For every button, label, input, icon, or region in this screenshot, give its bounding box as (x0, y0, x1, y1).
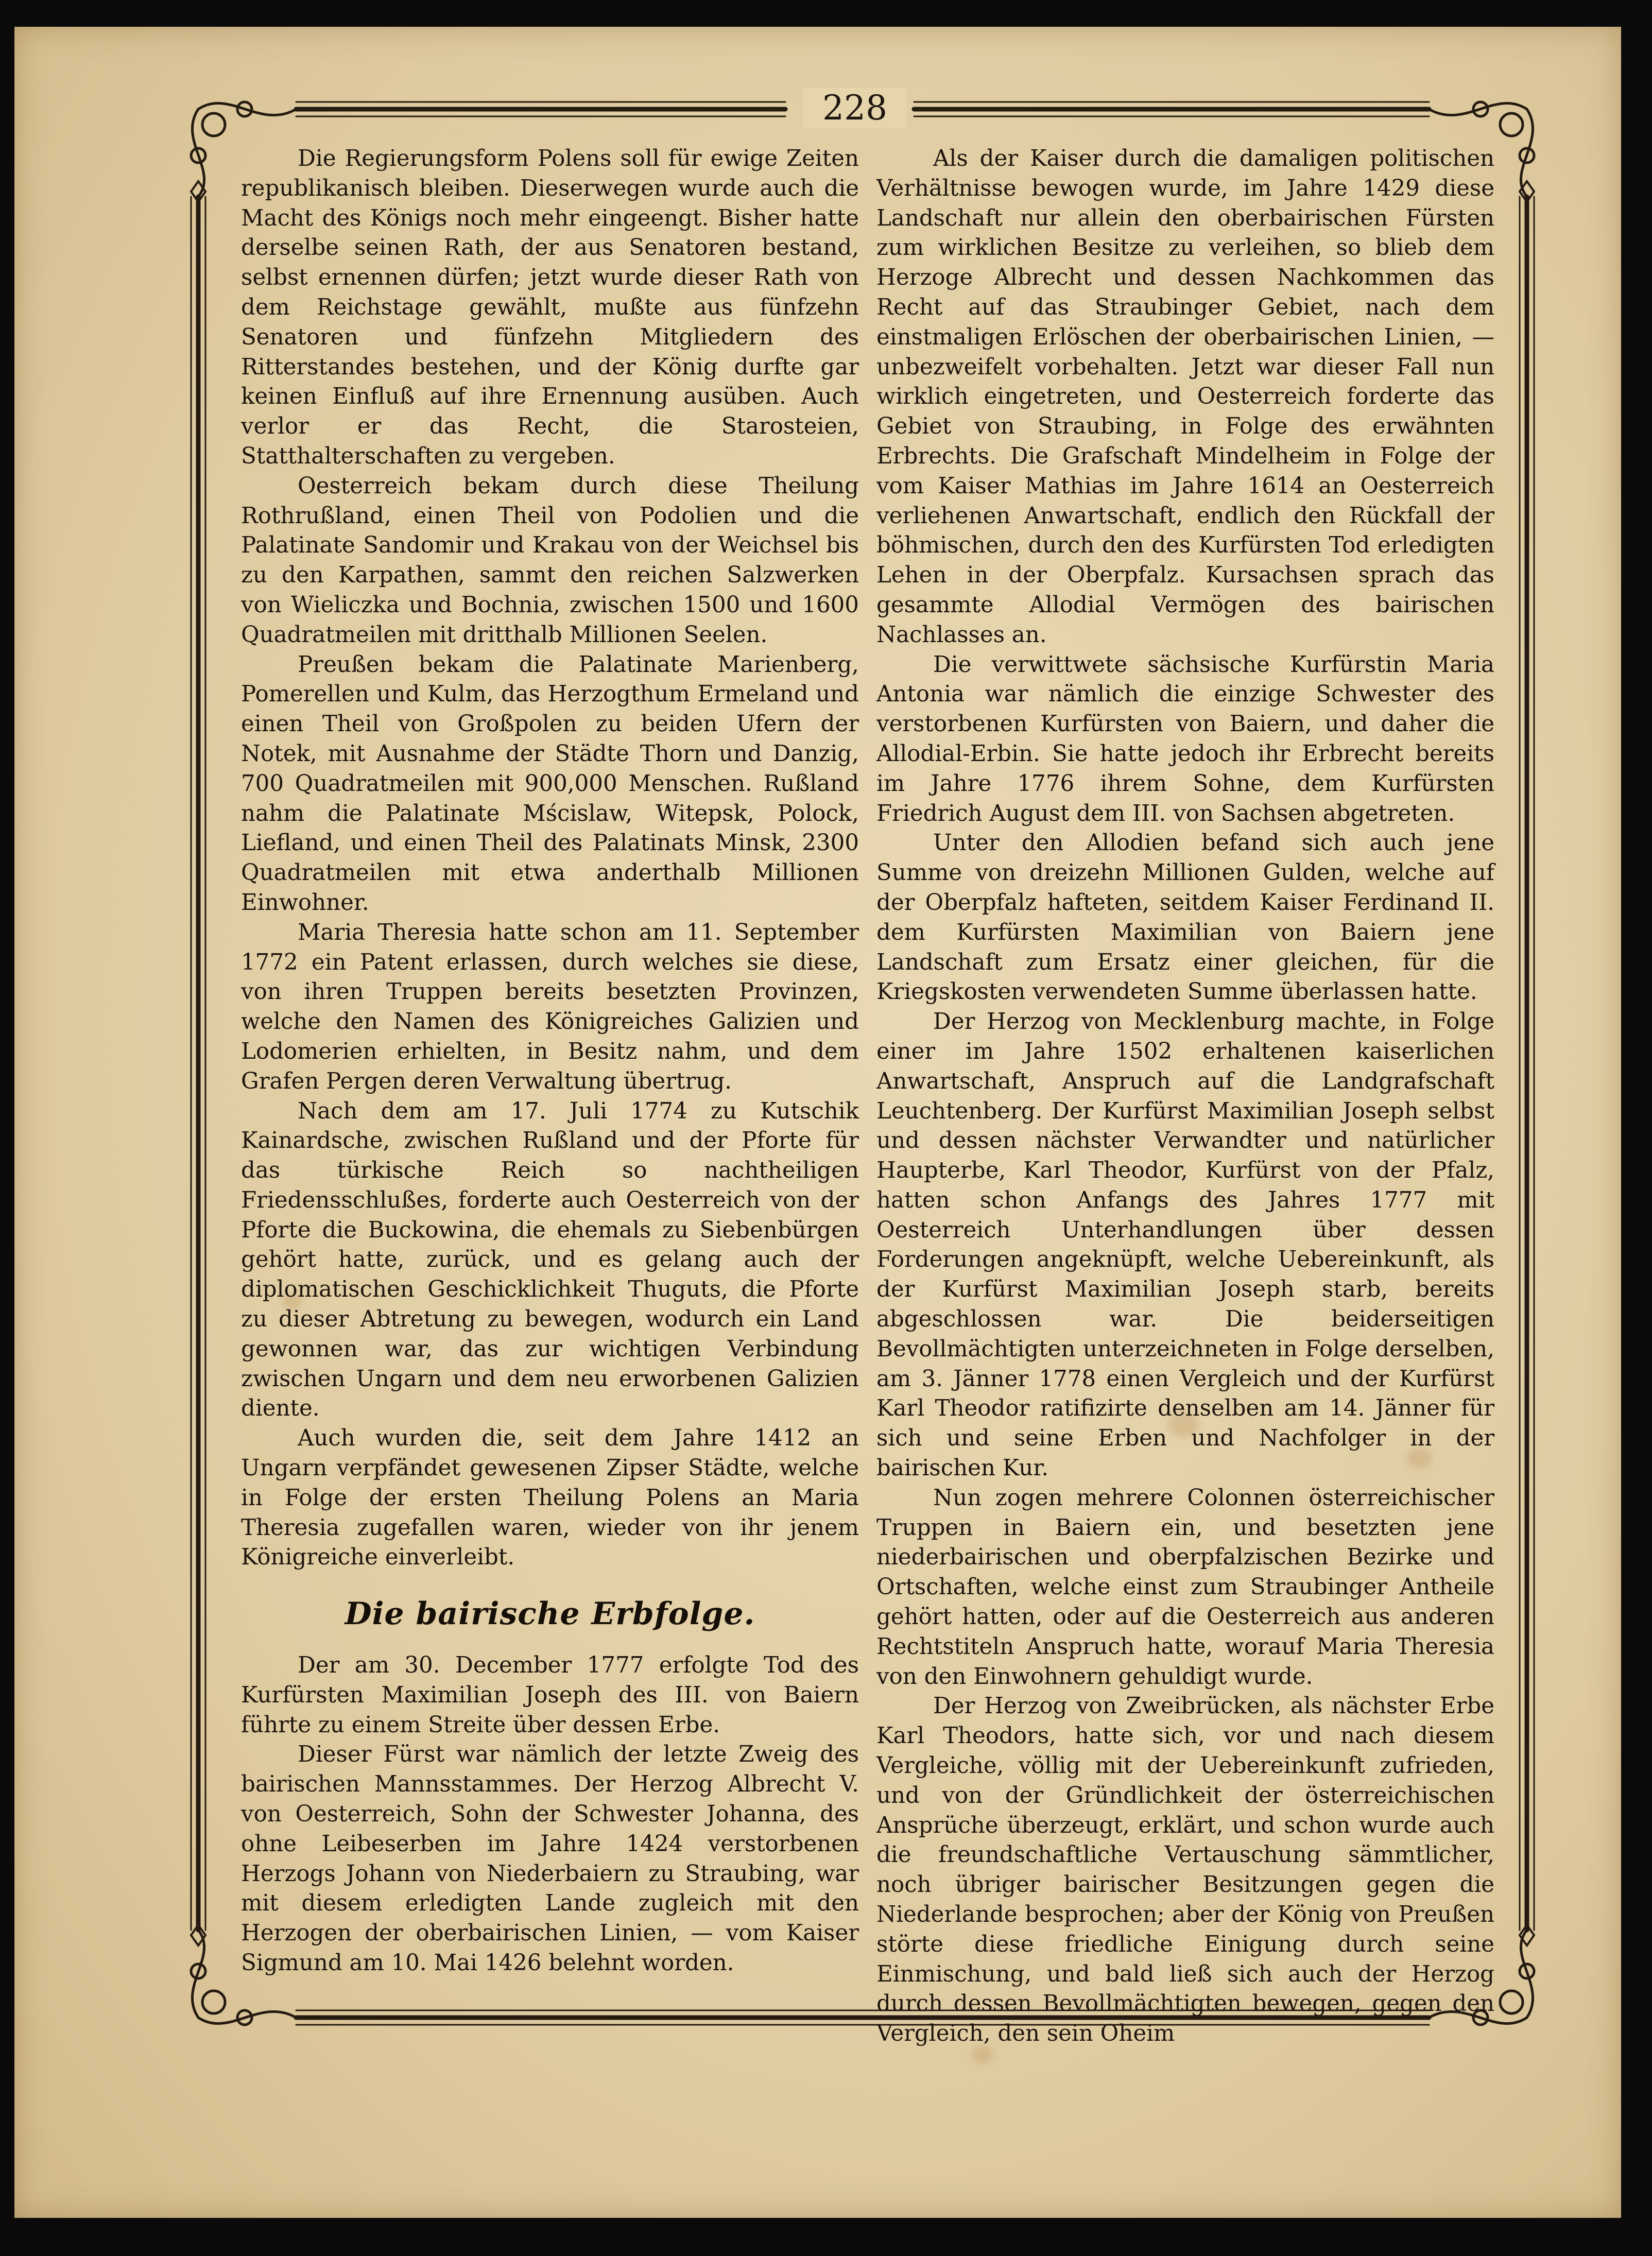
paragraph: Nach dem am 17. Juli 1774 zu Kutschik Kainardsche, zwischen Rußland und der Pforte für das türkische Reich so nachtheiligen Friedensschlußes, forderte auch Oesterreich von der Pforte die Buckowina, die ehemals zu Siebenbürgen gehört hatte, zurück, und es gelang auch der diplomatischen Geschicklichkeit Thuguts, die Pforte zu dieser Abtretung zu bewegen, wodurch ein Land gewonnen war, das zur wichtigen Verbindung zwischen Ungarn und dem neu erworbenen Galizien diente. (241, 1098, 859, 1422)
paragraph: Unter den Allodien befand sich auch jene Summe von dreizehn Millionen Gulden, welche auf der Oberpfalz hafteten, seitdem Kaiser Ferdinand II. dem Kurfürsten Maximilian von Baiern jene Landschaft zum Ersatz einer gleichen, für die Kriegskosten verwendeten Summe überlassen hatte. (876, 830, 1494, 1005)
paragraph: Oesterreich bekam durch diese Theilung Rothrußland, einen Theil von Podolien und die Palatinate Sandomir und Krakau von der Weichsel bis zu den Karpathen, sammt den reichen Salzwerken von Wieliczka und Bochnia, zwischen 1500 und 1600 Quadratmeilen mit dritthalb Millionen Seelen. (241, 473, 859, 648)
paragraph: Maria Theresia hatte schon am 11. September 1772 ein Patent erlassen, durch welches sie diese, von ihren Truppen bereits besetzten Provinzen, welche den Namen des Königreiches Galizien und Lodomerien erhielten, in Besitz nahm, und dem Grafen Pergen deren Verwaltung übertrug. (241, 919, 859, 1094)
paragraph: Auch wurden die, seit dem Jahre 1412 an Ungarn verpfändet gewesenen Zipser Städte, welche in Folge der ersten Theilung Polens an Maria Theresia zugefallen waren, wieder von ihr jenem Königreiche einverleibt. (241, 1425, 859, 1571)
left-text-column (241, 144, 859, 1975)
paragraph: Dieser Fürst war nämlich der letzte Zweig des bairischen Mannsstammes. Der Herzog Albrecht V. von Oesterreich, Sohn der Schwester Johanna, des ohne Leibeserben im Jahre 1424 verstorbenen Herzogs Johann von Niederbaiern zu Straubing, war mit diesem erledigten Lande zugleich mit den Herzogen der oberbairischen Linien, — vom Kaiser Sigmund am 10. Mai 1426 belehnt worden. (241, 1742, 859, 1976)
right-text-column (876, 144, 1494, 2047)
page-number: 228 (803, 88, 906, 129)
paragraph: Preußen bekam die Palatinate Marienberg, Pomerellen und Kulm, das Herzogthum Ermeland und einen Theil von Großpolen zu beiden Ufern der Notek, mit Ausnahme der Städte Thorn und Danzig, 700 Quadratmeilen mit 900,000 Menschen. Rußland nahm die Palatinate Mścislaw, Witepsk, Polock, Liefland, und einen Theil des Palatinats Minsk, 2300 Quadratmeilen mit etwa anderthalb Millionen Einwohner. (241, 651, 859, 916)
paragraph: Die Regierungsform Polens soll für ewige Zeiten republikanisch bleiben. Dieserwegen wurde auch die Macht des Königs noch mehr eingeengt. Bisher hatte derselbe seinen Rath, der aus Senatoren bestand, selbst ernennen dürfen; jetzt wurde dieser Rath von dem Reichstage gewählt, mußte aus fünfzehn Senatoren und fünfzehn Mitgliedern des Ritterstandes bestehen, und der König durfte gar keinen Einfluß auf ihre Ernennung ausüben. Auch verlor er das Recht, die Starosteien, Statthalterschaften zu vergeben. (241, 146, 859, 469)
paragraph: Die verwittwete sächsische Kurfürstin Maria Antonia war nämlich die einzige Schwester des verstorbenen Kurfürsten von Baiern, und daher die Allodial-Erbin. Sie hatte jedoch ihr Erbrecht bereits im Jahre 1776 ihrem Sohne, dem Kurfürsten Friedrich August dem III. von Sachsen abgetreten. (876, 651, 1494, 826)
paragraph: Der Herzog von Zweibrücken, als nächster Erbe Karl Theodors, hatte sich, vor und nach diesem Vergleiche, völlig mit der Uebereinkunft zufrieden, und von der Gründlichkeit der österreichischen Ansprüche überzeugt, erklärt, und schon wurde auch die freundschaftliche Vertauschung sämmtlicher, noch übriger bairischer Besitzungen gegen die Niederlande besprochen; aber der König von Preußen störte diese friedliche Einigung durch seine Einmischung, und bald ließ sich auch der Herzog durch dessen Bevollmächtigten bewegen, gegen den Vergleich, den sein Oheim (876, 1693, 1494, 2047)
paragraph: Der Herzog von Mecklenburg machte, in Folge einer im Jahre 1502 erhaltenen kaiserlichen Anwartschaft, Anspruch auf die Landgrafschaft Leuchtenberg. Der Kurfürst Maximilian Joseph selbst und dessen nächster Verwandter und natürlicher Haupterbe, Karl Theodor, Kurfürst von der Pfalz, hatten schon Anfangs des Jahres 1777 mit Oesterreich Unterhandlungen über dessen Forderungen angeknüpft, welche Uebereinkunft, als der Kurfürst Maximilian Joseph starb, bereits abgeschlossen war. Die beiderseitigen Bevollmächtigten unterzeichneten in Folge derselben, am 3. Jänner 1778 einen Vergleich und der Kurfürst Karl Theodor ratifizirte denselben am 14. Jänner für sich und seine Erben und Nachfolger in der bairischen Kur. (876, 1009, 1494, 1482)
section-heading: Die bairische Erbfolge. (345, 1596, 755, 1632)
paragraph: Nun zogen mehrere Colonnen österreichischer Truppen in Baiern ein, und besetzten jene niederbairischen und oberpfalzischen Bezirke und Ortschaften, welche einst zum Straubinger Antheile gehört hatten, oder auf die Oesterreich aus anderen Rechtstiteln Anspruch hatte, worauf Maria Theresia von den Einwohnern gehuldigt wurde. (876, 1485, 1494, 1690)
paragraph: Als der Kaiser durch die damaligen politischen Verhältnisse bewogen wurde, im Jahre 1429 diese Landschaft nur allein den oberbairischen Fürsten zum wirklichen Besitze zu verleihen, so blieb dem Herzoge Albrecht und dessen Nachkommen das Recht auf das Straubinger Gebiet, nach dem einstmaligen Erlöschen der oberbairischen Linien, — unbezweifelt vorbehalten. Jetzt war dieser Fall nun wirklich eingetreten, und Oesterreich forderte das Gebiet von Straubing, in Folge des erwähnten Erbrechts. Die Grafschaft Mindelheim in Folge der vom Kaiser Mathias im Jahre 1614 an Oesterreich verliehenen Anwartschaft, endlich den Rückfall der böhmischen, durch den des Kurfürsten Tod erledigten Lehen in der Oberpfalz. Kursachsen sprach das gesammte Allodial Vermögen des bairischen Nachlasses an. (876, 146, 1494, 648)
paragraph: Der am 30. December 1777 erfolgte Tod des Kurfürsten Maximilian Joseph des III. von Baiern führte zu einem Streite über dessen Erbe. (241, 1652, 859, 1738)
